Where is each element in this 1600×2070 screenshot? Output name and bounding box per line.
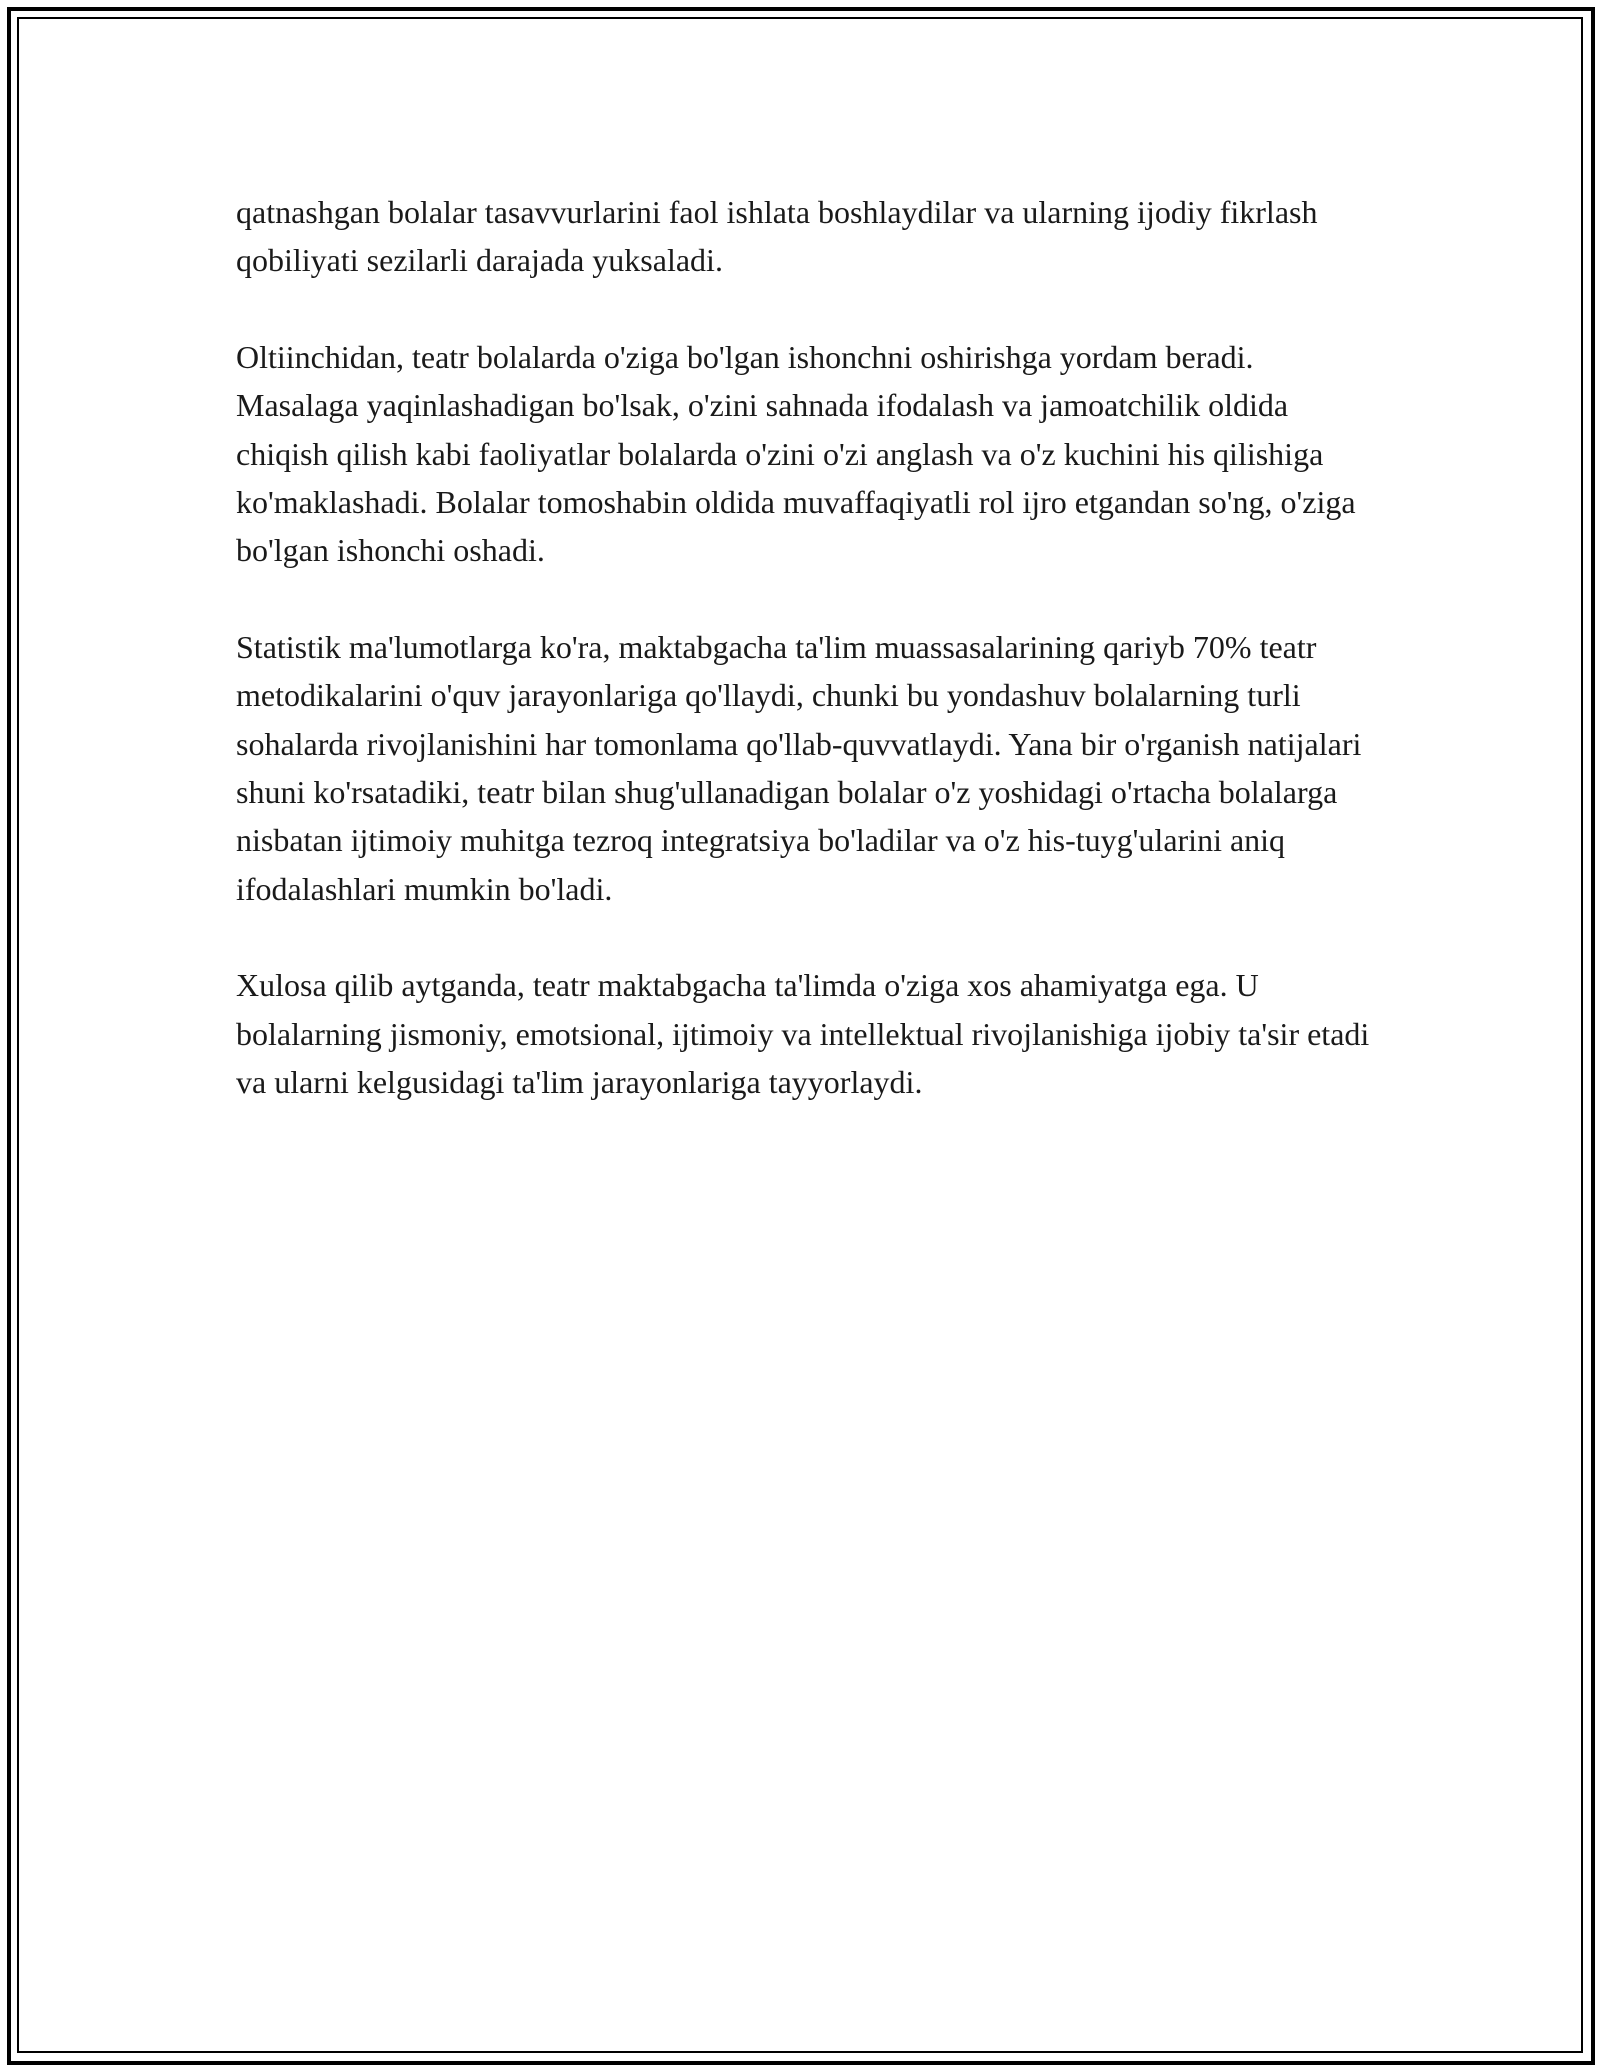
paragraph-conclusion: Xulosa qilib aytganda, teatr maktabgacha ta'limda o'ziga xos ahamiyatga ega. U bolalarning jismoniy, emotsional, ijtimoiy va intellektual rivojlanishiga ijobiy ta'sir etadi va ularni kelgusidagi ta'lim jarayonlariga tayyorlaydi. xyxy=(236,967,1370,1101)
paragraph-continuation: qatnashgan bolalar tasavvurlarini faol ishlata boshlaydilar va ularning ijodiy fikrlash qobiliyati sezilarli darajada yuksaladi. xyxy=(236,194,1318,279)
document-body xyxy=(236,188,1376,1155)
paragraph-statistics: Statistik ma'lumotlarga ko'ra, maktabgacha ta'lim muassasalarining qariyb 70% teatr metodikalarini o'quv jarayonlariga qo'llaydi, chunki bu yondashuv bolalarning turli sohalarda rivojlanishini har tomonlama qo'llab-quvvatlaydi. Yana bir o'rganish natijalari shuni ko'rsatadiki, teatr bilan shug'ullanadigan bolalar o'z yoshidagi o'rtacha bolalarga nisbatan ijtimoiy muhitga tezroq integratsiya bo'ladilar va o'z his-tuyg'ularini aniq ifodalashlari mumkin bo'ladi. xyxy=(236,628,1362,907)
paragraph-confidence: Oltiinchidan, teatr bolalarda o'ziga bo'lgan ishonchni oshirishga yordam beradi. Masalaga yaqinlashadigan bo'lsak, o'zini sahnada ifodalash va jamoatchilik oldida chiqish qilish kabi faoliyatlar bolalarda o'zini o'zi anglash va o'z kuchini his qilishiga ko'maklashadi. Bolalar tomoshabin oldida muvaffaqiyatli rol ijro etgandan so'ng, o'ziga bo'lgan ishonchi oshadi. xyxy=(236,338,1356,569)
